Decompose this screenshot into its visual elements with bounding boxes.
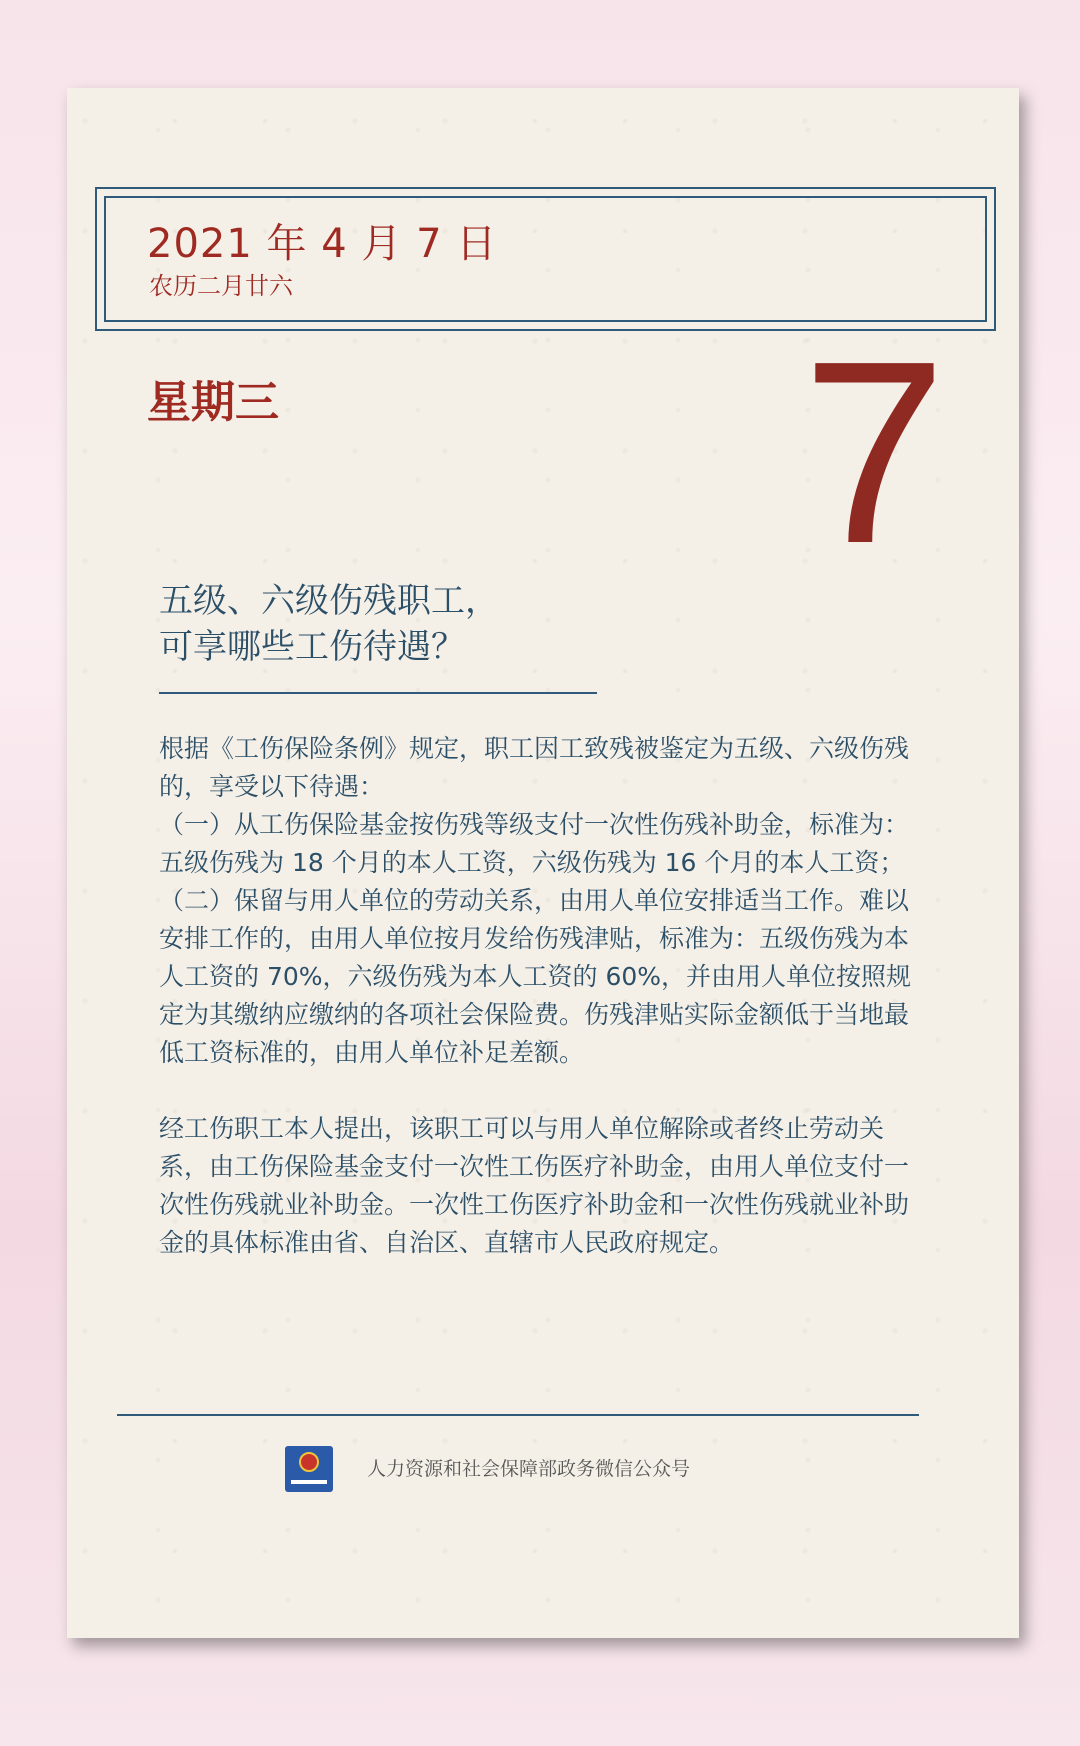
- intro-paragraph: 根据《工伤保险条例》规定，职工因工致残被鉴定为五级、六级伤残的，享受以下待遇：: [159, 734, 910, 801]
- benefit-item-1: （一）从工伤保险基金按伤残等级支付一次性伤残补助金，标准为：五级伤残为 18 个月的本人工资，六级伤残为 16 个月的本人工资；: [159, 810, 910, 877]
- article-title: [159, 578, 499, 670]
- date-text: 2021 年 4 月 7 日: [147, 221, 498, 267]
- calendar-card: [67, 88, 1019, 1638]
- benefit-item-2: （二）保留与用人单位的劳动关系，由用人单位安排适当工作。难以安排工作的，由用人单位按月发给伤残津贴，标准为：五级伤残为本人工资的 70%，六级伤残为本人工资的 60%，并由用人单位按照规定为其缴纳应缴纳的各项社会保险费。伤残津贴实际金额低于当地最低工资标准的，由用人单位补足差额。: [159, 886, 912, 1067]
- closing-paragraph: 经工伤职工本人提出，该职工可以与用人单位解除或者终止劳动关系，由工伤保险基金支付一次性工伤医疗补助金，由用人单位支付一次性伤残就业补助金。一次性工伤医疗补助金和一次性伤残就业补助金的具体标准由省、自治区、直辖市人民政府规定。: [159, 1114, 910, 1257]
- big-day-number: 7: [802, 308, 947, 598]
- source-account: 人力资源和社会保障部政务微信公众号: [367, 1458, 691, 1480]
- weekday: 星期三: [147, 377, 279, 428]
- title-divider: [159, 692, 597, 694]
- footer-divider: [117, 1414, 919, 1416]
- lunar-date: 农历二月廿六: [149, 272, 293, 300]
- national-emblem-icon: [285, 1446, 333, 1492]
- article-body: [159, 730, 919, 1262]
- paragraph-gap: [159, 1072, 919, 1110]
- article-title-line-2: 可享哪些工伤待遇？: [159, 627, 465, 667]
- article-title-line-1: 五级、六级伤残职工，: [159, 581, 499, 621]
